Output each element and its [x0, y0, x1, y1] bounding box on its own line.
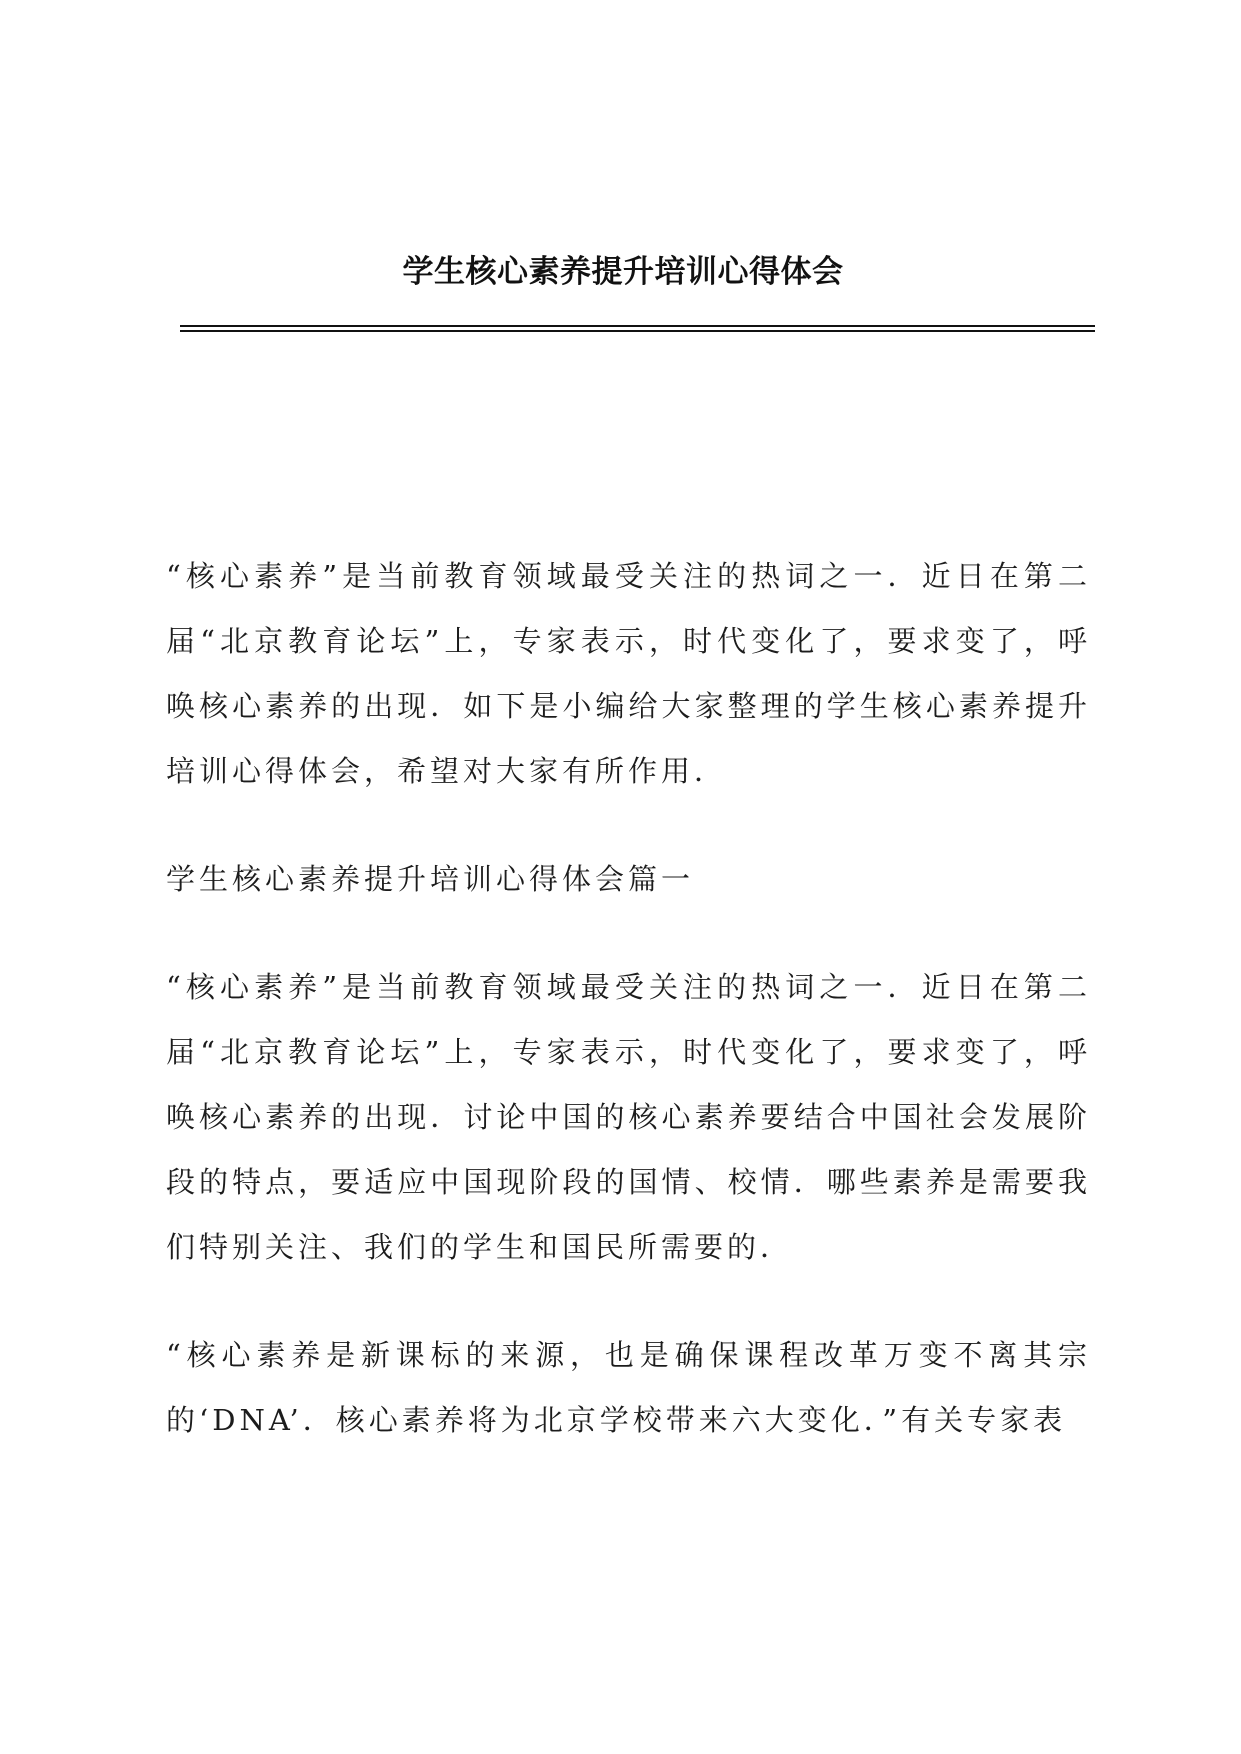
section-heading: 学生核心素养提升培训心得体会篇一	[166, 862, 695, 896]
body-paragraph: “核心素养”是当前教育领域最受关注的热词之一．近日在第二届“北京教育论坛”上，专家表示，时代变化了，要求变了，呼唤核心素养的出现．讨论中国的核心素养要结合中国社会发展阶段的特点，要适应中国现阶段的国情、校情．哪些素养是需要我们特别关注、我们的学生和国民所需要的．	[166, 970, 1091, 1264]
intro-paragraph: “核心素养”是当前教育领域最受关注的热词之一．近日在第二届“北京教育论坛”上，专家表示，时代变化了，要求变了，呼唤核心素养的出现．如下是小编给大家整理的学生核心素养提升培训心得体会，希望对大家有所作用．	[166, 559, 1091, 788]
document-body	[166, 544, 1091, 1453]
body-paragraph: “核心素养是新课标的来源，也是确保课程改革万变不离其宗的‘DNA’．核心素养将为北京学校带来六大变化．”有关专家表	[166, 1338, 1091, 1437]
title-divider-top	[180, 325, 1095, 327]
title-divider-bottom	[180, 330, 1095, 332]
document-title: 学生核心素养提升培训心得体会	[402, 254, 844, 290]
